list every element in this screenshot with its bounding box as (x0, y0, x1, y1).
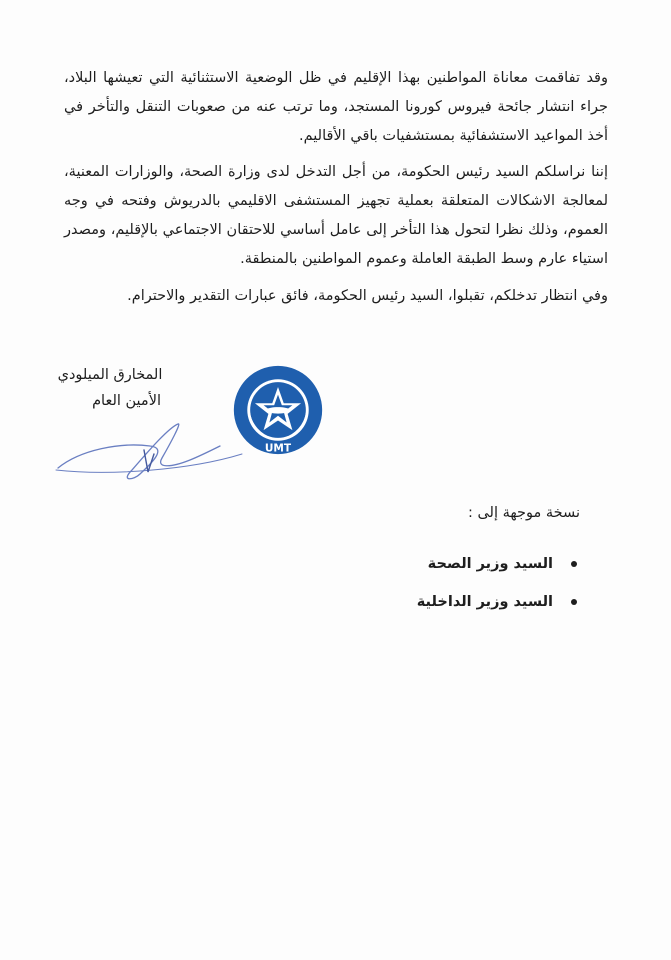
body-paragraph-2: إننا نراسلكم السيد رئيس الحكومة، من أجل التدخل لدى وزارة الصحة، والوزارات المعنية، لمعالجة الاشكالات المتعلقة بعملية تجهيز المستشفى الاقليمي بالدريوش وفتحه في وجه العموم، وذلك نظرا لتحول هذا التأخر إلى عامل أساسي للاحتقان الاجتماعي بالإقليم، ومصدر استياء عارم وسط الطبقة العاملة وعموم المواطنين بالمنطقة. (64, 164, 608, 267)
body-paragraph-closing: وفي انتظار تدخلكم، تقبلوا، السيد رئيس الحكومة، فائق عبارات التقدير والاحترام. (127, 288, 608, 304)
body-paragraph-1: وقد تفاقمت معاناة المواطنين بهذا الإقليم في ظل الوضعية الاستثنائية التي تعيشها البلاد، جراء انتشار جائحة فيروس كورونا المستجد، وما ترتب عنه من صعوبات التنقل والتأخر في أخذ المواعيد الاستشفائية بمستشفيات باقي الأقاليم. (64, 70, 608, 144)
bullet-icon (571, 599, 577, 605)
seal-abbreviation: UMT (264, 442, 292, 455)
list-item (417, 583, 553, 621)
signatory-name: المخارق الميلودي (57, 367, 163, 383)
handwritten-signature (50, 410, 250, 490)
list-item (417, 545, 553, 583)
signatory-title: الأمين العام (92, 393, 161, 409)
bullet-icon (571, 561, 577, 567)
umt-seal-logo (230, 362, 326, 458)
copies-heading: نسخة موجهة إلى : (467, 505, 580, 521)
copies-list (417, 545, 553, 621)
recipient-label: السيد وزير الصحة (427, 556, 553, 572)
recipient-label: السيد وزير الداخلية (416, 594, 553, 610)
